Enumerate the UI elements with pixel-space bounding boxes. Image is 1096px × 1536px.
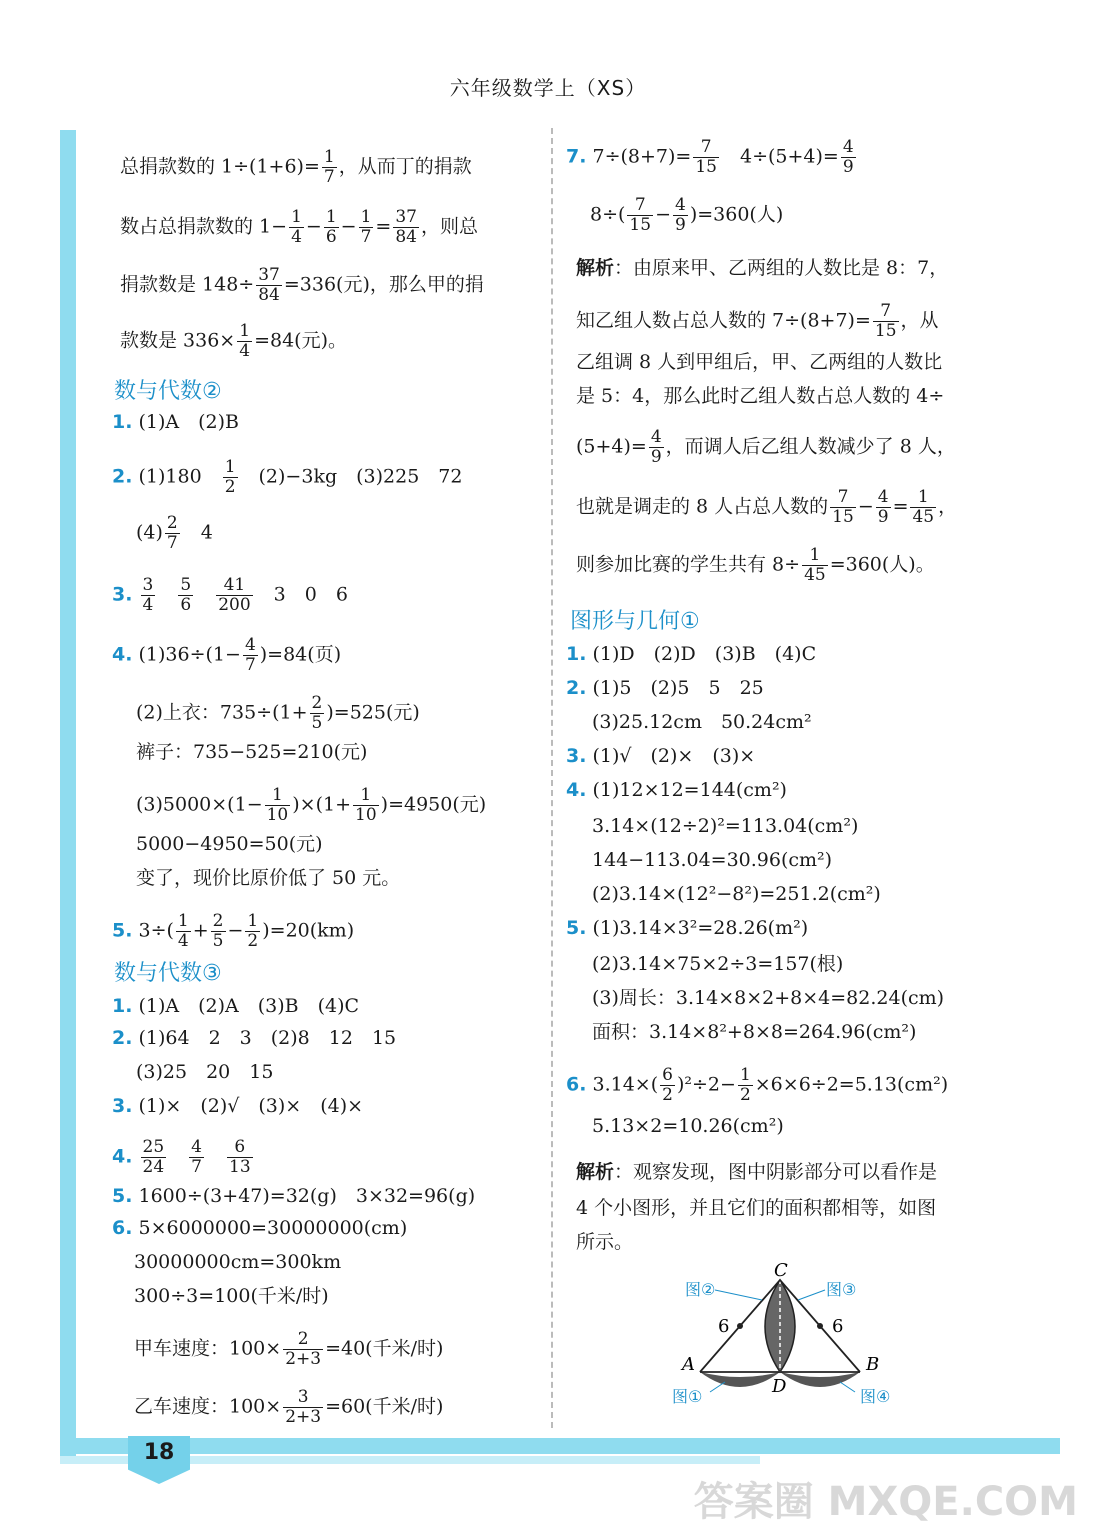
label-A: A (682, 1354, 695, 1375)
analysis-line: 所示。 (576, 1231, 634, 1253)
answer-line: 2. (1)180 $\frac{1}{2}$ (2)−3kg (3)225 72 (112, 457, 463, 497)
answer-line: 4. $\frac{25}{24}$ $\frac{4}{7}$ $\frac{6}{13}$ (112, 1137, 251, 1177)
pointer-line (798, 1290, 825, 1300)
midpoint-dot (737, 1323, 743, 1329)
answer-line: 5000−4950=50(元) (136, 833, 323, 855)
label-C: C (774, 1260, 788, 1281)
figure-label-1: 图① (672, 1387, 703, 1406)
analysis-line: (5+4)= $\frac{4}{9}$ ，而调人后乙组人数减少了 8 人， (576, 427, 956, 467)
shaded-petal-4 (780, 1372, 860, 1387)
analysis-line: 乙组调 8 人到甲组后，甲、乙两组的人数比 (576, 351, 943, 373)
answer-line: 5.13×2=10.26(cm²) (592, 1115, 784, 1137)
section-title: 数与代数② (114, 379, 222, 404)
midpoint-dot (817, 1323, 823, 1329)
analysis-line: 也就是调走的 8 人占总人数的 $\frac{7}{15}$ − $\frac{4}{9}$ = $\frac{1}{45}$ ， (576, 487, 958, 527)
analysis-line: 4 个小图形，并且它们的面积都相等，如图 (576, 1197, 937, 1219)
answer-line: (2)3.14×(12²−8²)=251.2(cm²) (592, 883, 881, 905)
section-title: 图形与几何① (570, 609, 700, 634)
answer-line: 变了，现价比原价低了 50 元。 (136, 867, 401, 889)
answer-line: 3. (1)√ (2)× (3)× (566, 745, 756, 767)
answer-line: 2. (1)5 (2)5 5 25 (566, 677, 764, 699)
answer-line: 300÷3=100(千米/时) (134, 1285, 329, 1307)
shaded-petal-1 (700, 1372, 780, 1387)
figure-label-4: 图④ (860, 1387, 891, 1406)
label-D: D (772, 1376, 787, 1397)
answer-line: 面积：3.14×8²+8×8=264.96(cm²) (592, 1021, 917, 1043)
answer-line: 甲车速度：100× $\frac{2}{2+3}$ =40(千米/时) (134, 1329, 444, 1369)
answer-line: (3)25.12cm 50.24cm² (592, 711, 812, 733)
section-title: 数与代数③ (114, 961, 222, 986)
answer-line: 6. 3.14×( $\frac{6}{2}$ )²÷2− $\frac{1}{2}$ ×6×6÷2=5.13(cm²) (566, 1065, 949, 1105)
analysis-line: 解析：由原来甲、乙两组的人数比是 8：7， (576, 257, 949, 279)
answer-line: (3)5000×(1− $\frac{1}{10}$ )×(1+ $\frac{1}{10}$ )=4950(元) (136, 785, 487, 825)
answer-line: 5. (1)3.14×3²=28.26(m²) (566, 917, 809, 939)
figure-label-2: 图② (685, 1280, 716, 1299)
length-label: 6 (718, 1316, 730, 1337)
solution-line: 总捐款数的 1÷(1+6)= $\frac{1}{7}$ ，从而丁的捐款 (120, 147, 472, 187)
answer-line: 3. (1)× (2)√ (3)× (4)× (112, 1095, 364, 1117)
left-decor-stripe (60, 130, 76, 1460)
pointer-line (710, 1382, 725, 1392)
answer-line: 4. (1)36÷(1− $\frac{4}{7}$ )=84(页) (112, 635, 342, 675)
pointer-line (840, 1382, 855, 1392)
answer-line: 1. (1)A (2)A (3)B (4)C (112, 995, 360, 1017)
answer-line: 6. 5×6000000=30000000(cm) (112, 1217, 408, 1239)
answer-line: (2)上衣：735÷(1+ $\frac{2}{5}$ )=525(元) (136, 693, 420, 733)
answer-line: 30000000cm=300km (134, 1251, 342, 1273)
figure-label-3: 图③ (826, 1280, 857, 1299)
geometry-diagram (672, 1260, 920, 1412)
answer-line: 1. (1)D (2)D (3)B (4)C (566, 643, 817, 665)
analysis-line: 解析：观察发现，图中阴影部分可以看作是 (576, 1161, 938, 1183)
analysis-line: 则参加比赛的学生共有 8÷ $\frac{1}{45}$ =360(人)。 (576, 545, 935, 585)
pointer-line (715, 1290, 762, 1300)
answer-line: (2)3.14×75×2÷3=157(根) (592, 953, 844, 975)
answer-line: 5. 1600÷(3+47)=32(g) 3×32=96(g) (112, 1185, 476, 1207)
answer-line: 乙车速度：100× $\frac{3}{2+3}$ =60(千米/时) (134, 1387, 444, 1427)
analysis-line: 知乙组人数占总人数的 7÷(8+7)= $\frac{7}{15}$ ，从 (576, 301, 939, 341)
answer-line: 1. (1)A (2)B (112, 411, 240, 433)
watermark: 答案圈 MXQE.COM (693, 1479, 1078, 1525)
answer-line: 3. $\frac{3}{4}$ $\frac{5}{6}$ $\frac{41}{200}$ 3 0 6 (112, 575, 348, 615)
answer-line: 7. 7÷(8+7)= $\frac{7}{15}$ 4÷(5+4)= $\frac{4}{9}$ (566, 137, 854, 177)
label-B: B (866, 1354, 880, 1375)
answer-line: 2. (1)64 2 3 (2)8 12 15 (112, 1027, 397, 1049)
column-divider (551, 128, 553, 1428)
answer-line: 4. (1)12×12=144(cm²) (566, 779, 787, 801)
analysis-line: 是 5：4，那么此时乙组人数占总人数的 4÷ (576, 385, 945, 407)
answer-line: 144−113.04=30.96(cm²) (592, 849, 833, 871)
answer-line: 3.14×(12÷2)²=113.04(cm²) (592, 815, 859, 837)
page-number: 18 (143, 1440, 175, 1465)
solution-line: 捐款数是 148÷ $\frac{37}{84}$ =336(元)，那么甲的捐 (120, 265, 484, 305)
answer-line: (3)25 20 15 (136, 1061, 274, 1083)
answer-line: 裤子：735−525=210(元) (136, 741, 368, 763)
solution-line: 款数是 336× $\frac{1}{4}$ =84(元)。 (120, 321, 347, 361)
bottom-decor-stripe (60, 1438, 1060, 1454)
length-label: 6 (832, 1316, 844, 1337)
answer-line: 8÷( $\frac{7}{15}$ − $\frac{4}{9}$ )=360(人) (590, 195, 784, 235)
answer-line: (4) $\frac{2}{7}$ 4 (136, 513, 213, 553)
solution-line: 数占总捐款数的 1− $\frac{1}{4}$ − $\frac{1}{6}$ − $\frac{1}{7}$ = $\frac{37}{84}$ ，则总 (120, 207, 478, 247)
page-header: 六年级数学上（XS） (449, 76, 647, 100)
answer-line: 5. 3÷( $\frac{1}{4}$ + $\frac{2}{5}$ − $\frac{1}{2}$ )=20(km) (112, 911, 355, 951)
answer-line: (3)周长：3.14×8×2+8×4=82.24(cm) (592, 987, 945, 1009)
